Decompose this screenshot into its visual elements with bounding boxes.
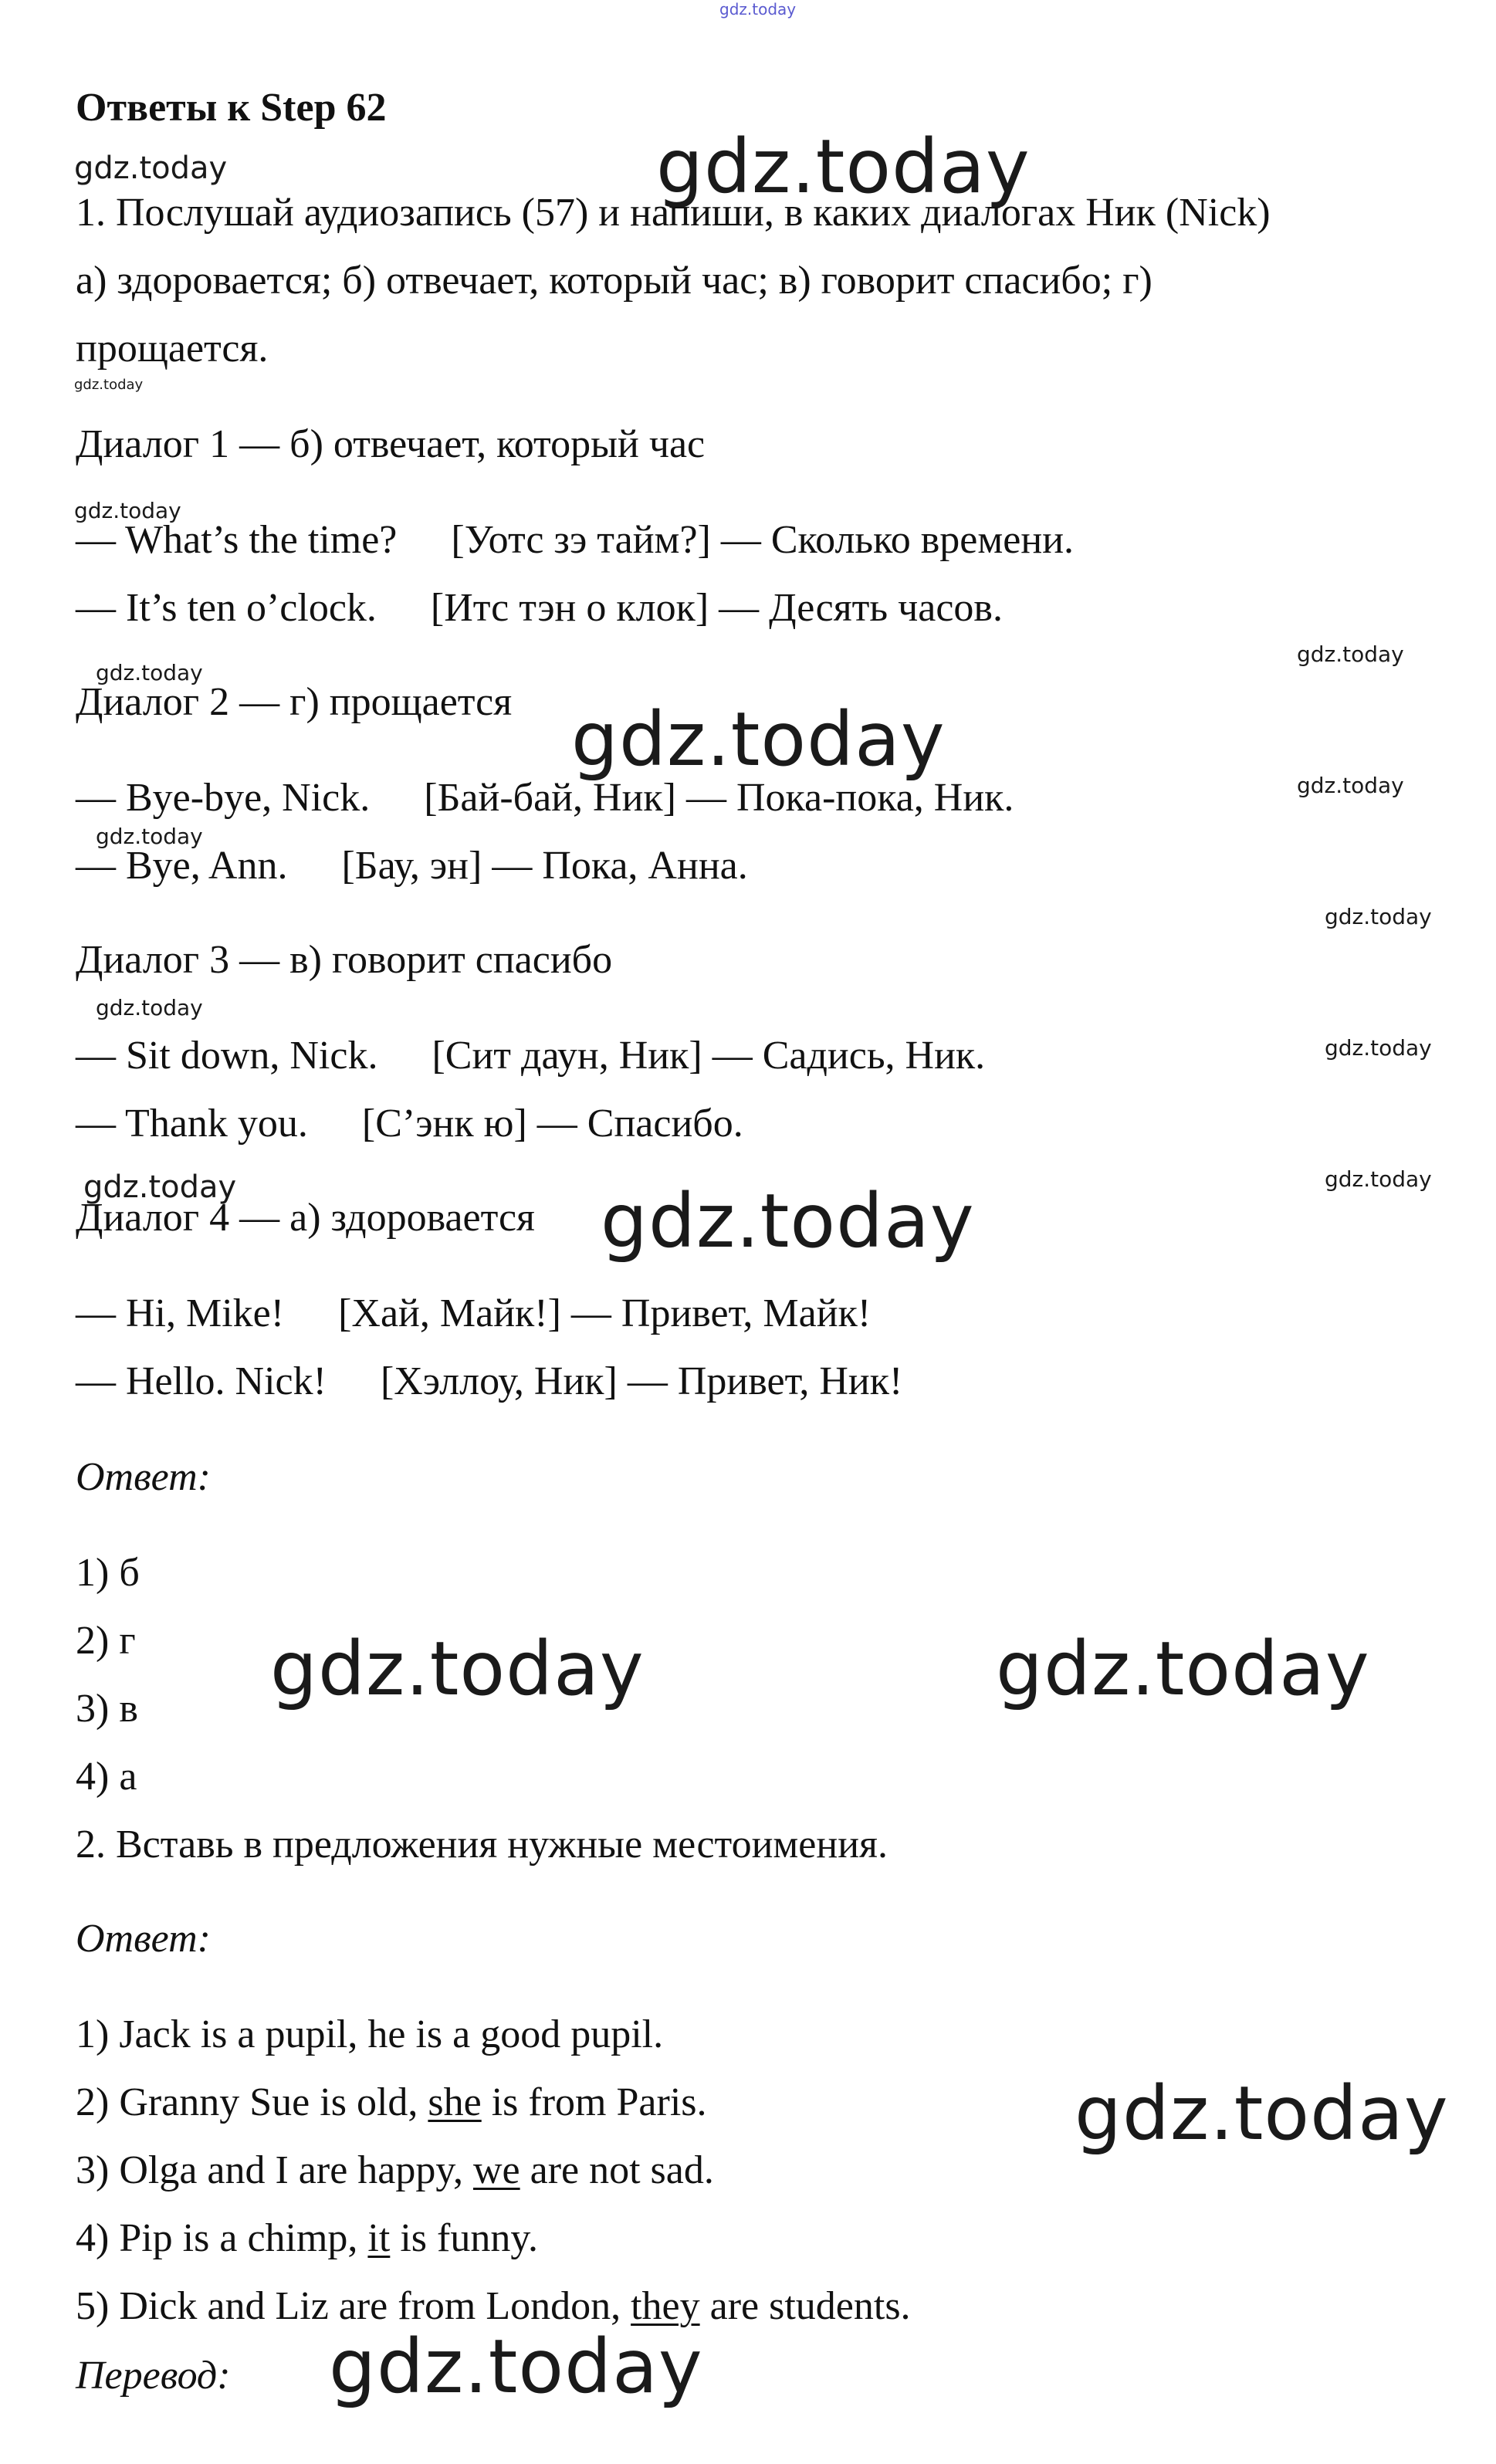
dialog-translation: [Итс тэн о клок] — Десять часов.: [430, 586, 1003, 630]
answer-sentence: [76, 2080, 707, 2126]
dialog-english: — Hello. Nick!: [76, 1359, 327, 1403]
watermark-small: gdz.today: [1297, 773, 1404, 798]
answer-item: 1) б: [76, 1551, 140, 1595]
task1-line: а) здоровается; б) отвечает, который час; в) говорит спасибо; г): [76, 259, 1152, 303]
answer-sentence: [76, 2012, 663, 2058]
task2-heading: 2. Вставь в предложения нужные местоимения.: [76, 1823, 888, 1867]
dialog-translation: [Уотс зэ тайм?] — Сколько времени.: [451, 518, 1075, 562]
watermark-large: gdz.today: [656, 124, 1031, 210]
dialog-line: [76, 775, 1014, 821]
answer-sentence: [76, 2283, 911, 2330]
watermark-large: gdz.today: [1075, 2070, 1449, 2157]
sentence-text: 2) Granny Sue is old,: [76, 2080, 428, 2124]
dialog-translation: [Хай, Майк!] — Привет, Майк!: [338, 1291, 872, 1335]
dialog-heading: Диалог 1 — б) отвечает, который час: [76, 422, 706, 466]
dialog-english: — Hi, Mike!: [76, 1291, 285, 1335]
watermark-large: gdz.today: [270, 1626, 645, 1712]
sentence-text: are not sad.: [520, 2148, 714, 2192]
dialog-translation: [С’энк ю] — Спасибо.: [361, 1102, 743, 1146]
dialog-english: — Bye-bye, Nick.: [76, 776, 371, 820]
task1-line: 1. Послушай аудиозапись (57) и напиши, в каких диалогах Ник (Nick): [76, 191, 1271, 235]
watermark-small: gdz.today: [74, 498, 181, 523]
watermark-small: gdz.today: [1297, 641, 1404, 667]
answer-label: Ответ:: [76, 1455, 211, 1499]
answer-item: 3) в: [76, 1687, 138, 1731]
sentence-text: is funny.: [390, 2216, 538, 2260]
sentence-text: 1) Jack is a pupil, he is a good pupil.: [76, 2012, 664, 2056]
dialog-english: — What’s the time?: [76, 518, 398, 562]
watermark-small: gdz.today: [1325, 1035, 1432, 1061]
dialog-line: [76, 843, 748, 889]
dialog-line: [76, 585, 1003, 631]
dialog-heading: Диалог 2 — г) прощается: [76, 680, 513, 724]
dialog-line: [76, 1359, 902, 1405]
dialog-heading: Диалог 4 — а) здоровается: [76, 1196, 535, 1240]
watermark-large: gdz.today: [329, 2324, 703, 2410]
dialog-translation: [Бай-бай, Ник] — Пока-пока, Ник.: [424, 776, 1014, 820]
watermark-small: gdz.today: [74, 151, 228, 186]
sentence-text: 4) Pip is a chimp,: [76, 2216, 368, 2260]
answer-item: 2) г: [76, 1619, 136, 1663]
pronoun: we: [472, 2148, 520, 2192]
pronoun: it: [367, 2216, 391, 2260]
pronoun: she: [428, 2080, 482, 2124]
sentence-text: 5) Dick and Liz are from London,: [76, 2284, 631, 2328]
dialog-english: — Bye, Ann.: [76, 844, 288, 888]
page-title: Ответы к Step 62: [76, 86, 387, 130]
watermark-small: gdz.today: [96, 995, 203, 1020]
dialog-translation: [Сит даун, Ник] — Садись, Ник.: [432, 1034, 986, 1078]
dialog-line: [76, 1291, 871, 1337]
dialog-heading: Диалог 3 — в) говорит спасибо: [76, 938, 613, 982]
watermark-small: gdz.today: [96, 824, 203, 849]
watermark-large: gdz.today: [601, 1178, 975, 1264]
dialog-line: [76, 1101, 743, 1147]
dialog-translation: [Хэллоу, Ник] — Привет, Ник!: [380, 1359, 903, 1403]
dialog-translation: [Бау, эн] — Пока, Анна.: [341, 844, 748, 888]
dialog-english: — Sit down, Nick.: [76, 1034, 378, 1078]
dialog-english: — Thank you.: [76, 1102, 308, 1146]
answer-item: 4) а: [76, 1755, 137, 1799]
answer-label: Ответ:: [76, 1917, 211, 1961]
sentence-text: 3) Olga and I are happy,: [76, 2148, 473, 2192]
watermark-tiny: gdz.today: [74, 377, 144, 393]
dialog-line: [76, 517, 1074, 564]
sentence-text: is from Paris.: [481, 2080, 707, 2124]
sentence-text: are students.: [699, 2284, 911, 2328]
dialog-line: [76, 1033, 985, 1079]
pronoun: they: [631, 2284, 700, 2328]
watermark-small: gdz.today: [96, 660, 203, 685]
watermark-small: gdz.today: [1325, 1166, 1432, 1192]
translation-label: Перевод:: [76, 2354, 231, 2398]
watermark-top: gdz.today: [719, 0, 797, 19]
answer-sentence: [76, 2215, 538, 2262]
watermark-large: gdz.today: [996, 1626, 1370, 1712]
task1-line: прощается.: [76, 327, 269, 371]
watermark-large: gdz.today: [571, 696, 946, 783]
watermark-small: gdz.today: [1325, 904, 1432, 929]
dialog-english: — It’s ten o’clock.: [76, 586, 377, 630]
answer-sentence: [76, 2148, 714, 2194]
watermark-small: gdz.today: [83, 1169, 237, 1205]
